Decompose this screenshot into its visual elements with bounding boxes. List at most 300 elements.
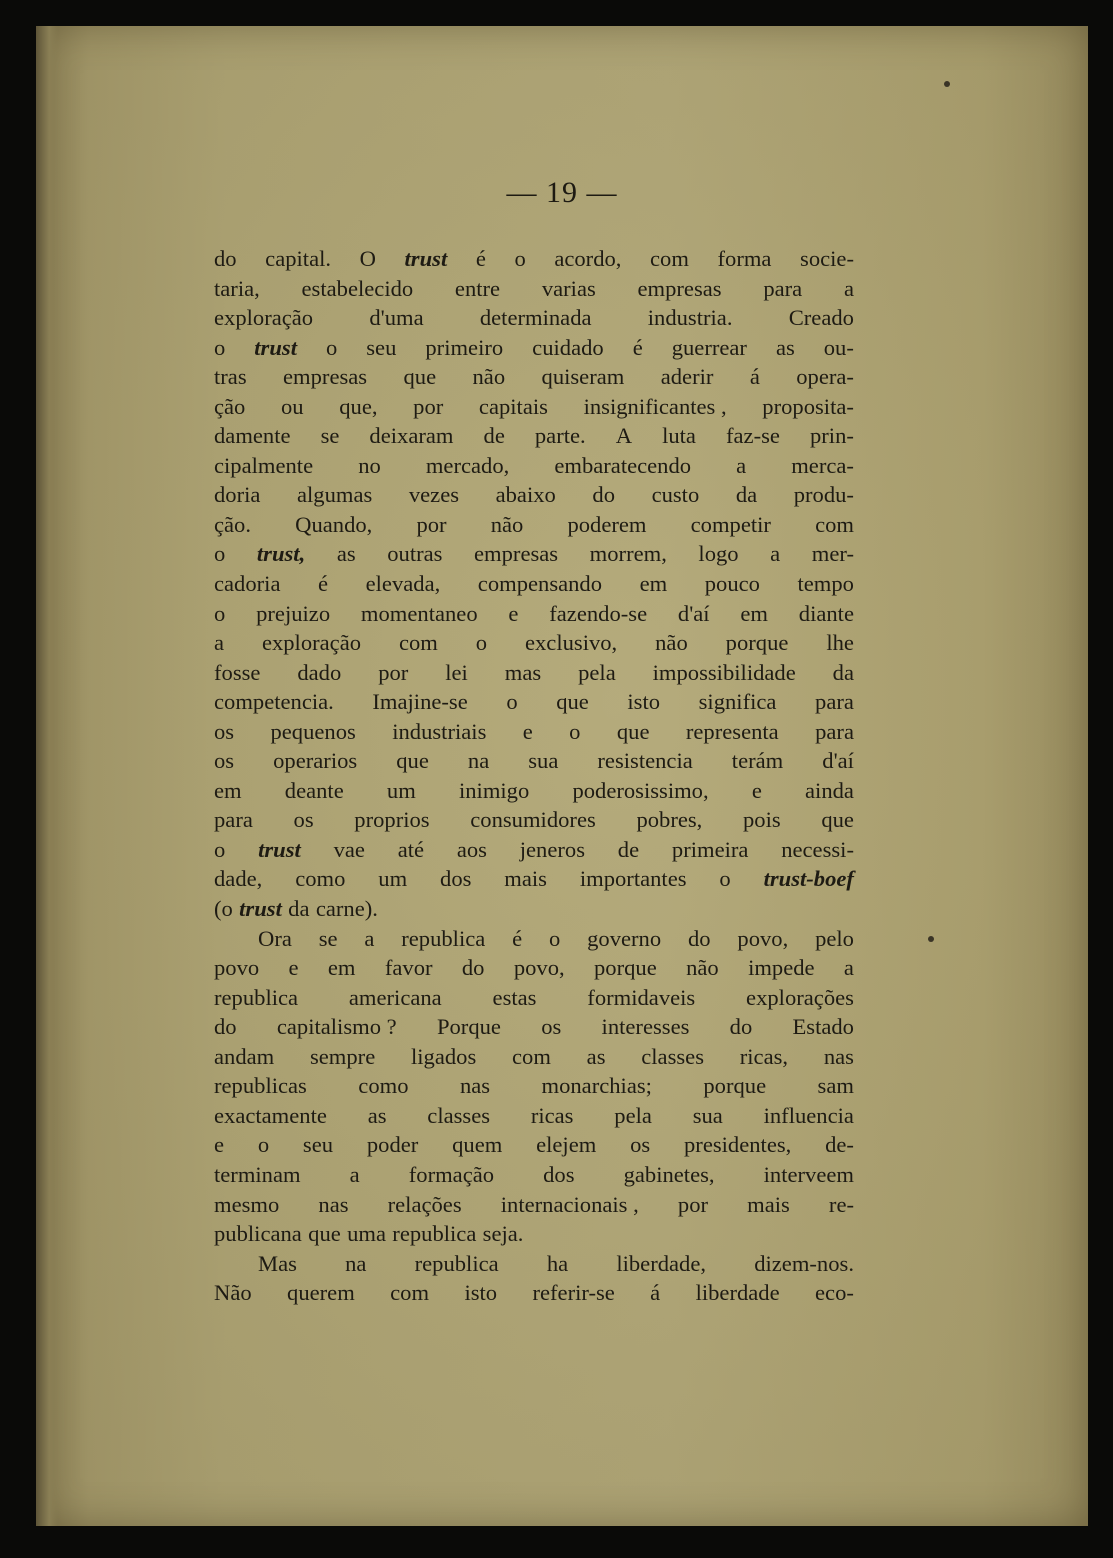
word: re- [828,1191,854,1217]
word: algumas [297,482,373,508]
word: e [288,955,299,981]
word: ainda [805,777,854,803]
word: a [349,1161,360,1187]
text-line [214,1042,854,1072]
word: importantes [579,866,687,892]
text-line [214,835,854,865]
word: deixaram [369,423,454,449]
word: insignificantes , [583,393,727,419]
text-line [214,1071,854,1101]
word: terminam [214,1161,301,1187]
word: jeneros [519,836,585,862]
word: da [288,896,310,922]
word: lhe [826,630,854,656]
word: do [214,246,237,271]
word: classes [641,1043,704,1069]
word: cadoria [214,571,281,597]
word: abaixo [495,482,556,508]
word: proprios [354,807,430,833]
word: competencia. [214,689,334,715]
word: o [214,836,226,862]
word: ricas, [739,1043,789,1069]
word: morrem, [589,541,667,567]
word: a [214,630,225,656]
paper-speck [944,81,950,87]
word: aos [456,836,487,862]
word: com [390,1280,430,1306]
word: republicas [214,1073,307,1099]
word: O [359,246,376,271]
word: damente [214,423,291,449]
text-line [214,1219,854,1249]
italic-word: trust-boef [763,866,854,892]
word: socie- [800,246,854,271]
word: porque [725,630,789,656]
text-line [214,480,854,510]
word: no [358,452,381,478]
word: isto [464,1280,498,1306]
text-line [214,1278,854,1308]
word: mer- [811,541,854,567]
word: as [367,1102,387,1128]
word: a [736,452,747,478]
word: merca- [791,452,854,478]
word: em [740,600,768,626]
word: compensando [477,571,603,597]
word: industriais [392,718,487,744]
text-line [214,953,854,983]
word: d'aí [677,600,710,626]
word: as [336,541,356,567]
word: referir-se [532,1280,615,1306]
word: as [775,334,795,360]
word: a [770,541,781,567]
page-number: — 19 — [506,176,618,209]
word: elevada, [365,571,441,597]
word: seja. [482,1221,524,1247]
word: mas [504,659,542,685]
word: cuidado [532,334,604,360]
word: a [364,925,375,951]
word: não [490,511,524,537]
word: pela [614,1102,652,1128]
word: significa [698,689,777,715]
word: quem [452,1132,503,1158]
word: uma [347,1221,386,1247]
word: para [815,689,854,715]
word: que [308,1221,341,1247]
word: o [214,541,226,567]
word: mais [504,866,547,892]
word: e [751,777,762,803]
word: carne). [315,896,378,922]
word: custo [651,482,700,508]
word: com [650,246,689,271]
word: varias [541,275,596,301]
word: vae [333,836,365,862]
word: sam [817,1073,854,1099]
word: do [592,482,615,508]
text-line [214,599,854,629]
word: é [512,925,523,951]
word: primeiro [425,334,504,360]
word: d'uma [369,305,424,331]
word: do [461,955,485,981]
word: pela [578,659,616,685]
word: luta [662,423,696,449]
word: do [214,1014,237,1040]
word: povo, [513,955,565,981]
word: que [616,718,650,744]
word: capitais [478,393,548,419]
word: o [257,1132,270,1158]
word: com [815,511,854,537]
word: seu [366,334,397,360]
word: porque [703,1073,767,1099]
word: de [483,423,505,449]
word: produ- [793,482,854,508]
word: e [214,1132,225,1158]
text-line [214,746,854,776]
word: resistencia [597,748,693,774]
word: ha [546,1250,569,1276]
word: determinada [479,305,592,331]
text-line [214,628,854,658]
word: dos [440,866,472,892]
word: não [655,630,688,656]
word: americana [348,984,442,1010]
word: ção. [214,511,252,537]
word: um [378,866,408,892]
word: que [556,689,589,715]
word: á [650,1280,661,1306]
text-line [214,1249,854,1279]
word: empresas [474,541,559,567]
word: outras [387,541,443,567]
text-line [214,421,854,451]
word: por [416,511,447,537]
page-binding-edge [36,26,58,1526]
word: empresas [283,364,368,390]
word: primeira [671,836,749,862]
text-line [214,864,854,894]
word: que [396,748,429,774]
word: explorações [746,984,854,1010]
word: fazendo-se [549,600,648,626]
word: liberdade [695,1280,780,1306]
word: interveem [763,1161,854,1187]
word: exploração [261,630,362,656]
word: querem [287,1280,355,1306]
word: Não [214,1280,252,1306]
word: é [632,334,643,360]
word: monarchias; [541,1073,652,1099]
word: classes [427,1102,491,1128]
word: Mas [258,1250,297,1276]
word: do [729,1014,753,1040]
word: pouco [704,571,760,597]
text-line [214,1130,854,1160]
word: como [295,866,346,892]
word: por [378,659,409,685]
word: a [843,275,854,301]
word: um [386,777,416,803]
word: proposita- [762,393,854,419]
text-line [214,392,854,422]
word: pelo [815,925,854,951]
word: A [615,423,633,449]
word: deante [284,777,344,803]
word: empresas [637,275,722,301]
text-line [214,539,854,569]
word: se [320,423,340,449]
italic-word: trust [239,896,282,922]
word: operarios [273,748,358,774]
word: poderosissimo, [572,777,709,803]
word: republica [401,925,486,951]
word: nas [823,1043,854,1069]
word: na [345,1250,367,1276]
word: andam [214,1043,275,1069]
word: prin- [809,423,854,449]
word: o [506,689,518,715]
word: porque [594,955,657,981]
word: até [397,836,425,862]
text-line [214,362,854,392]
word: por [677,1191,709,1217]
word: seu [302,1132,334,1158]
text-line [214,333,854,363]
word: vezes [408,482,460,508]
word: mais [747,1191,790,1217]
word: entre [454,275,501,301]
word: pequenos [270,718,356,744]
word: opera- [796,364,854,390]
word: quiseram [541,364,625,390]
word: republica [414,1250,499,1276]
word: poder [366,1132,419,1158]
word: o [475,630,488,656]
word: republica [392,1221,477,1247]
word: doria [214,482,261,508]
italic-word: trust, [256,541,306,567]
word: consumidores [470,807,596,833]
word: dos [543,1161,575,1187]
word: ou- [823,334,854,360]
word: de [617,836,640,862]
word: exploração [214,305,314,331]
word: guerrear [671,334,747,360]
word: favor [384,955,433,981]
word: estabelecido [301,275,414,301]
text-line [214,569,854,599]
word: publicana [214,1221,302,1247]
word: Ora [258,925,292,951]
word: exclusivo, [524,630,618,656]
word: presidentes, [684,1132,792,1158]
word: ou [281,393,304,419]
word: tras [214,364,247,390]
word: cipalmente [214,452,314,478]
word: na [467,748,490,774]
word: o [719,866,731,892]
word: o [214,600,226,626]
word: os [293,807,314,833]
word: poderem [567,511,647,537]
word: formidaveis [587,984,696,1010]
word: formação [408,1161,495,1187]
word: pobres, [636,807,703,833]
word: terám [731,748,784,774]
word: republica [214,984,299,1010]
word: momentaneo [360,600,478,626]
word: embaratecendo [554,452,692,478]
word: parte. [534,423,586,449]
word: com [398,630,438,656]
word: que, [339,393,378,419]
word: os [630,1132,651,1158]
word: taria, [214,275,260,301]
word: capitalismo ? [276,1014,397,1040]
word: povo [214,955,260,981]
word: forma [717,246,772,271]
word: para [815,718,854,744]
text-line [214,274,854,304]
word: representa [685,718,779,744]
word: o [569,718,581,744]
word: em [327,955,356,981]
word: que [403,364,437,390]
word: Quando, [295,511,373,537]
word: os [214,748,235,774]
word: da [832,659,854,685]
word: relações [387,1191,462,1217]
italic-word: trust [254,334,297,360]
word: dado [297,659,342,685]
paper-speck [928,936,934,942]
word: é [318,571,329,597]
word: com [512,1043,551,1069]
word: povo, [737,925,789,951]
word: Imajine-se [372,689,468,715]
word: não [686,955,719,981]
word: á [749,364,760,390]
word: da [735,482,758,508]
word: eco- [815,1280,854,1306]
text-line [214,1012,854,1042]
word: para [214,807,253,833]
word: os [541,1014,562,1040]
word: como [358,1073,409,1099]
word: Porque [436,1014,501,1040]
text-line [214,244,854,274]
word: por [413,393,444,419]
word: ricas [530,1102,574,1128]
text-line [214,510,854,540]
text-line [214,776,854,806]
text-line [214,687,854,717]
word: não [472,364,506,390]
word: sua [692,1102,723,1128]
word: sempre [309,1043,376,1069]
word: os [214,718,235,744]
word: dizem-nos. [754,1250,854,1276]
word: diante [798,600,854,626]
word: do [687,925,711,951]
word: interesses [601,1014,690,1040]
word: nas [318,1191,349,1217]
text-line [214,1160,854,1190]
word: sua [528,748,559,774]
word: estas [492,984,537,1010]
word: e [508,600,519,626]
word: influencia [763,1102,854,1128]
text-line [214,924,854,954]
word: acordo, [554,246,622,271]
text-line [214,1101,854,1131]
word: as [586,1043,606,1069]
text-line [214,717,854,747]
text-line [214,303,854,333]
word: mesmo [214,1191,280,1217]
word: se [318,925,338,951]
word: liberdade, [616,1250,707,1276]
word: logo [698,541,739,567]
text-line [214,1190,854,1220]
word: internacionais , [500,1191,639,1217]
word: ligados [410,1043,477,1069]
word: inimigo [458,777,530,803]
word: o [325,334,338,360]
word: Estado [792,1014,854,1040]
italic-word: trust [258,836,301,862]
word: o [214,334,226,360]
word: é [475,246,486,271]
word: Creado [788,305,854,331]
text-line [214,805,854,835]
word: dade, [214,866,263,892]
text-line [214,451,854,481]
word: pois [742,807,781,833]
body-text [214,244,854,1308]
word: em [639,571,668,597]
word: o [514,246,526,271]
book-page [36,26,1088,1526]
word: o [548,925,561,951]
word: aderir [660,364,714,390]
word: necessi- [781,836,854,862]
word: impossibilidade [652,659,796,685]
word: exactamente [214,1102,327,1128]
word: que [821,807,854,833]
word: governo [587,925,662,951]
text-line [214,894,854,924]
word: industria. [647,305,733,331]
word: de- [825,1132,854,1158]
word: isto [627,689,661,715]
word: nas [459,1073,491,1099]
word: ção [214,393,246,419]
word: e [522,718,533,744]
word: (o [214,896,233,922]
word: d'aí [822,748,854,774]
text-line [214,983,854,1013]
italic-word: trust [404,246,448,271]
word: mercado, [425,452,510,478]
word: elejem [536,1132,597,1158]
word: impede [748,955,815,981]
word: fosse [214,659,261,685]
